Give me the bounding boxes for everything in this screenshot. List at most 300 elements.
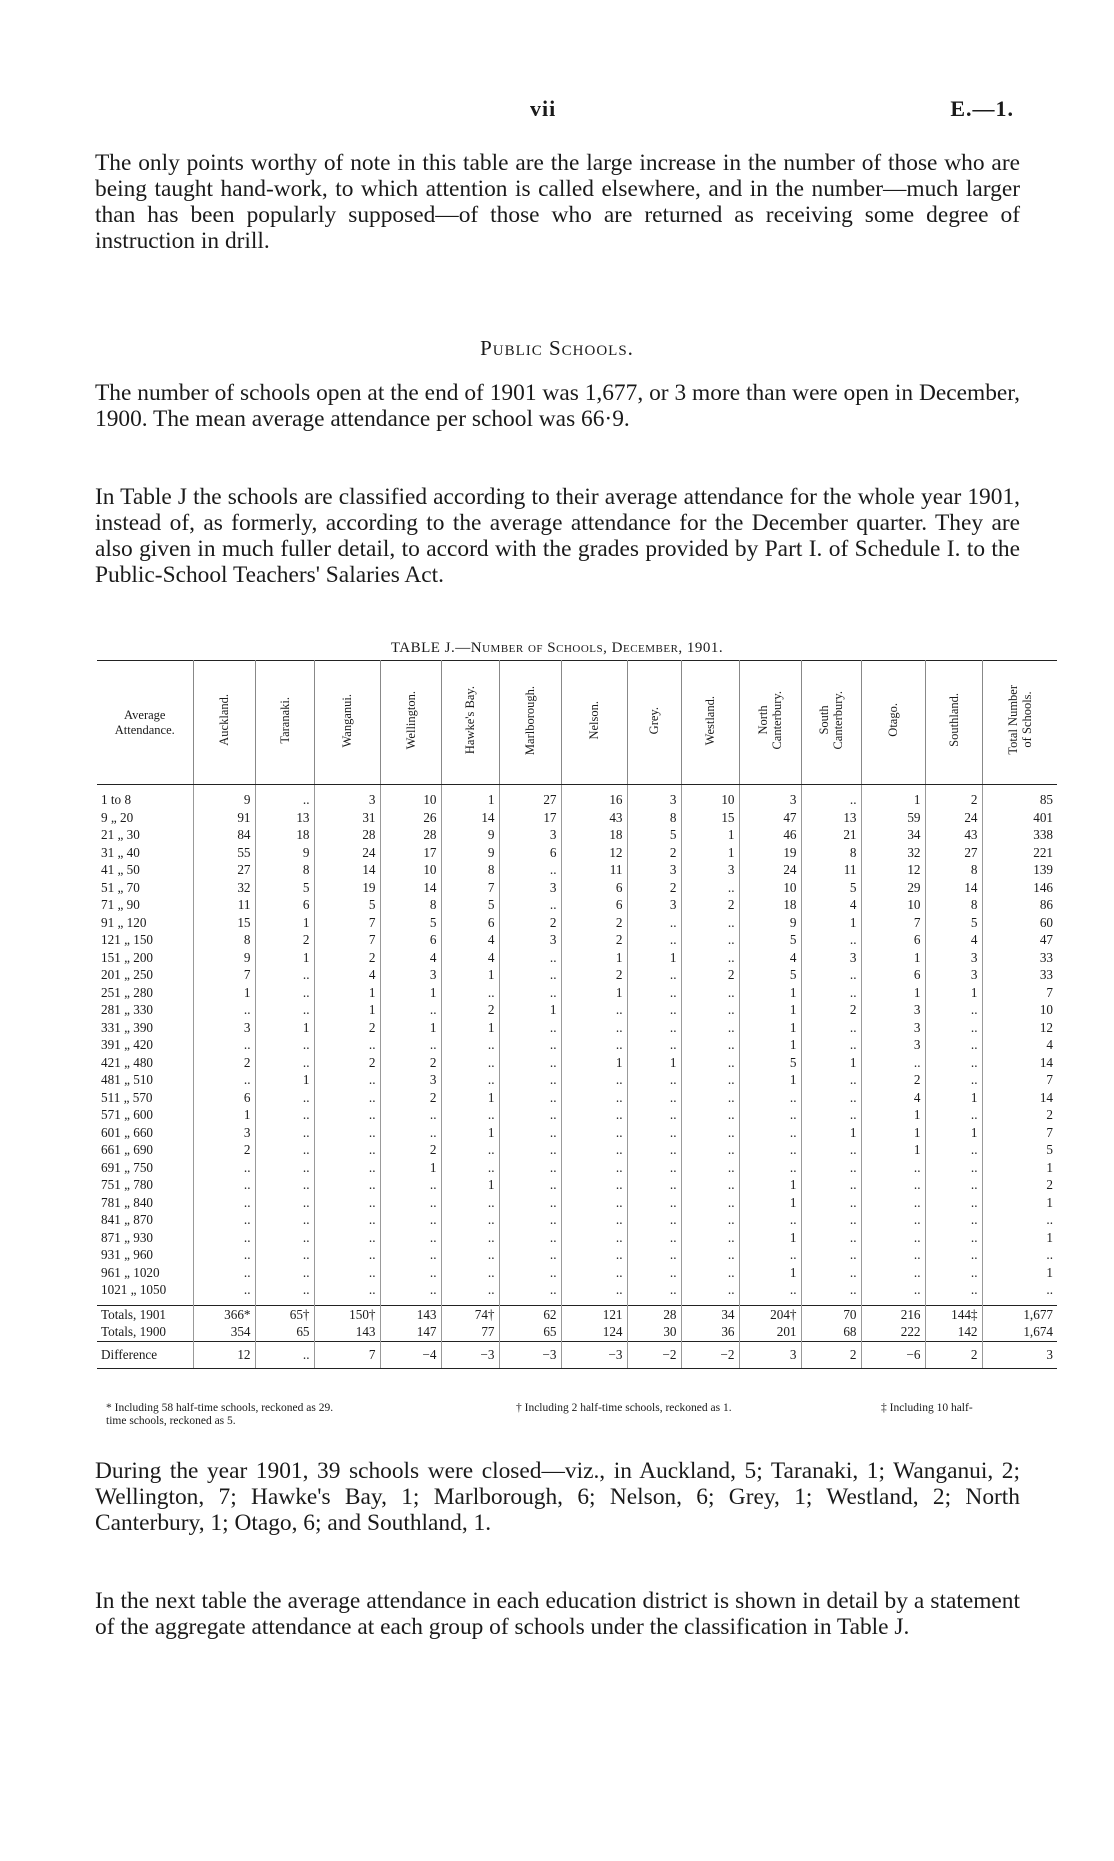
- table-cell: ..: [681, 1264, 739, 1282]
- table-cell: 34: [681, 1305, 739, 1323]
- table-cell: 9: [441, 826, 499, 844]
- table-cell: ..: [314, 1036, 380, 1054]
- table-cell: 2: [1046, 1177, 1053, 1192]
- table-cell: 2: [561, 966, 627, 984]
- table-cell: ..: [441, 1229, 499, 1247]
- table-cell: ..: [255, 984, 314, 1002]
- table-cell: ..: [627, 1176, 681, 1194]
- table-cell: ..: [255, 966, 314, 984]
- table-cell: 3: [739, 785, 801, 809]
- table-cell: 3: [499, 931, 561, 949]
- table-cell: 18: [255, 826, 314, 844]
- table-cell: 3: [861, 1036, 925, 1054]
- header-district-label: Total Number of Schools.: [1005, 685, 1034, 756]
- table-cell: ..: [925, 1176, 982, 1194]
- footnote-ddagger: ‡ Including 10 half-: [881, 1402, 973, 1414]
- table-cell: 14: [441, 809, 499, 827]
- table-cell: 8: [925, 896, 982, 914]
- table-cell: 1: [1046, 1194, 1053, 1210]
- table-cell: ..: [561, 1141, 627, 1159]
- table-cell: 84: [193, 826, 255, 844]
- table-cell: ..: [801, 1211, 861, 1229]
- table-cell: 6: [255, 896, 314, 914]
- table-cell: ..: [314, 1211, 380, 1229]
- table-cell: 124: [561, 1323, 627, 1341]
- table-cell: ..: [861, 1211, 925, 1229]
- row-label: 1 to 8: [97, 785, 193, 809]
- table-cell: ..: [380, 1264, 441, 1282]
- table-cell: ..: [561, 1036, 627, 1054]
- table-cell: ..: [1046, 1282, 1053, 1297]
- table-cell: 1: [801, 1054, 861, 1072]
- table-cell: ..: [380, 1176, 441, 1194]
- table-cell: ..: [255, 1054, 314, 1072]
- table-cell: 1,674: [1023, 1324, 1053, 1339]
- table-cell: ..: [255, 1124, 314, 1142]
- row-label: 21 „ 30: [97, 826, 193, 844]
- table-cell: 4: [739, 949, 801, 967]
- table-cell: 1: [441, 966, 499, 984]
- table-cell: 2: [801, 1001, 861, 1019]
- table-cell: ..: [561, 1159, 627, 1177]
- table-cell: 2: [681, 966, 739, 984]
- table-cell: 1: [861, 785, 925, 809]
- paragraph-closed: During the year 1901, 39 schools were closed—viz., in Auckland, 5; Taranaki, 1; Wanganui, 2; Wellington, 7; Hawke's Bay, 1; Marlborough, 6; Nelson, 6; Grey, 1; Westland, 2; North Canterbury, 1; Otago, 6; and Southland, 1.: [95, 1458, 1020, 1536]
- table-cell: 5: [627, 826, 681, 844]
- schools-table: [97, 660, 1057, 1369]
- table-cell: 28: [627, 1305, 681, 1323]
- table-cell: 1: [561, 949, 627, 967]
- table-cell: 18: [561, 826, 627, 844]
- table-cell: 3: [627, 785, 681, 809]
- header-district: [627, 661, 681, 785]
- table-cell: 19: [739, 844, 801, 862]
- table-cell: 3: [380, 966, 441, 984]
- table-cell: 1: [193, 1106, 255, 1124]
- table-cell: ..: [627, 966, 681, 984]
- table-cell: 7: [861, 914, 925, 932]
- table-cell: ..: [627, 914, 681, 932]
- table-cell: ..: [314, 1071, 380, 1089]
- header-district: [801, 661, 861, 785]
- table-cell: ..: [681, 1281, 739, 1299]
- table-cell: 9: [193, 785, 255, 809]
- table-cell: 3: [925, 966, 982, 984]
- table-cell: 12: [561, 844, 627, 862]
- table-cell: ..: [925, 1211, 982, 1229]
- row-label: 601 „ 660: [97, 1124, 193, 1142]
- row-label: 481 „ 510: [97, 1071, 193, 1089]
- row-label: 691 „ 750: [97, 1159, 193, 1177]
- table-cell: ..: [801, 966, 861, 984]
- table-cell: ..: [801, 1229, 861, 1247]
- table-cell: ..: [627, 1229, 681, 1247]
- paragraph-schools-open: The number of schools open at the end of 1901 was 1,677, or 3 more than were open in December, 1900. The mean average attendance per school was 66·9.: [95, 380, 1020, 432]
- table-cell: 1: [925, 1124, 982, 1142]
- table-cell: ..: [255, 1001, 314, 1019]
- table-cell: ..: [314, 1159, 380, 1177]
- table-cell: 2: [627, 879, 681, 897]
- table-cell: 1: [681, 826, 739, 844]
- table-cell: 60: [1039, 914, 1053, 930]
- table-cell: ..: [561, 1176, 627, 1194]
- table-row: [97, 785, 1057, 809]
- table-cell: ..: [441, 1054, 499, 1072]
- table-cell: 33: [1039, 967, 1053, 982]
- table-cell: 11: [561, 861, 627, 879]
- table-cell: 9: [255, 844, 314, 862]
- table-cell: 33: [1039, 949, 1053, 965]
- table-cell: 1: [193, 984, 255, 1002]
- table-cell: 5: [925, 914, 982, 932]
- table-cell: ..: [561, 1264, 627, 1282]
- table-cell: 47: [739, 809, 801, 827]
- header-district-label: Westland.: [703, 695, 717, 745]
- table-cell: ..: [681, 1141, 739, 1159]
- table-cell: 14: [314, 861, 380, 879]
- table-cell: ..: [561, 1211, 627, 1229]
- table-cell: ..: [193, 1001, 255, 1019]
- table-cell: 43: [561, 809, 627, 827]
- table-cell: 65†: [255, 1305, 314, 1323]
- table-cell: ..: [627, 1071, 681, 1089]
- table-cell: ..: [499, 1246, 561, 1264]
- table-row: [97, 1019, 1057, 1037]
- table-cell: ..: [627, 1001, 681, 1019]
- table-cell: ..: [380, 1106, 441, 1124]
- table-cell: 24: [314, 844, 380, 862]
- table-cell: 1: [739, 1036, 801, 1054]
- table-cell: 18: [739, 896, 801, 914]
- row-label: 201 „ 250: [97, 966, 193, 984]
- table-cell: ..: [1046, 1212, 1053, 1227]
- table-cell: 47: [1039, 932, 1053, 947]
- table-cell: 1: [441, 1124, 499, 1142]
- table-cell: ..: [499, 1159, 561, 1177]
- table-cell: 1: [441, 1176, 499, 1194]
- table-cell: 4: [1046, 1037, 1053, 1052]
- table-cell: ..: [681, 1036, 739, 1054]
- table-cell: ..: [561, 1071, 627, 1089]
- table-cell: 16: [561, 785, 627, 809]
- table-cell: 6: [441, 914, 499, 932]
- table-cell: ..: [499, 949, 561, 967]
- table-cell: ..: [627, 1264, 681, 1282]
- table-cell: 65: [255, 1323, 314, 1341]
- table-cell: 15: [193, 914, 255, 932]
- table-row: [97, 1211, 1057, 1229]
- table-row: [97, 1089, 1057, 1107]
- table-cell: 7: [314, 914, 380, 932]
- table-row: [97, 1229, 1057, 1247]
- table-cell: ..: [739, 1124, 801, 1142]
- table-cell: ..: [255, 1141, 314, 1159]
- table-cell: 29: [861, 879, 925, 897]
- row-label: 751 „ 780: [97, 1176, 193, 1194]
- table-cell: 143: [314, 1323, 380, 1341]
- table-cell: 7: [1046, 1072, 1053, 1087]
- table-cell: ..: [561, 1019, 627, 1037]
- table-cell: 1: [739, 1264, 801, 1282]
- table-cell: 11: [193, 896, 255, 914]
- table-cell: ..: [801, 1264, 861, 1282]
- table-cell: ..: [681, 984, 739, 1002]
- table-cell: 6: [561, 879, 627, 897]
- table-cell: 139: [1033, 862, 1053, 877]
- table-cell: ..: [441, 1211, 499, 1229]
- table-cell: ..: [441, 1194, 499, 1212]
- table-cell: ..: [499, 861, 561, 879]
- table-cell: 68: [801, 1323, 861, 1341]
- table-cell: ..: [255, 1159, 314, 1177]
- table-cell: ..: [193, 1176, 255, 1194]
- table-cell: 2: [380, 1054, 441, 1072]
- table-cell: 3: [861, 1001, 925, 1019]
- table-cell: ..: [193, 1071, 255, 1089]
- table-cell: 3: [801, 949, 861, 967]
- table-cell: 6: [380, 931, 441, 949]
- table-cell: 91: [193, 809, 255, 827]
- table-row: [97, 966, 1057, 984]
- table-cell: ..: [441, 1264, 499, 1282]
- table-cell: 7: [314, 1341, 380, 1368]
- table-cell: 32: [861, 844, 925, 862]
- table-cell: −3: [561, 1341, 627, 1368]
- table-cell: −2: [627, 1341, 681, 1368]
- table-cell: ..: [380, 1211, 441, 1229]
- table-cell: ..: [499, 1141, 561, 1159]
- table-cell: ..: [681, 1124, 739, 1142]
- table-cell: 4: [801, 896, 861, 914]
- row-label: 511 „ 570: [97, 1089, 193, 1107]
- table-cell: 1: [801, 914, 861, 932]
- table-row: [97, 984, 1057, 1002]
- table-cell: 1: [1046, 1229, 1053, 1245]
- header-district-label: Grey.: [647, 706, 661, 734]
- table-cell: ..: [801, 1159, 861, 1177]
- table-cell: 3: [499, 826, 561, 844]
- table-cell: 27: [925, 844, 982, 862]
- table-cell: 5: [739, 966, 801, 984]
- table-cell: ..: [925, 1001, 982, 1019]
- table-cell: ..: [441, 1141, 499, 1159]
- table-cell: ..: [499, 1194, 561, 1212]
- table-cell: ..: [314, 1194, 380, 1212]
- table-title-rest: Number of Schools, December, 1901.: [470, 640, 724, 656]
- table-cell: ..: [255, 1194, 314, 1212]
- table-cell: 8: [801, 844, 861, 862]
- table-cell: ..: [739, 1211, 801, 1229]
- table-cell: ..: [255, 1341, 314, 1368]
- table-cell: 1: [861, 1106, 925, 1124]
- table-cell: ..: [561, 1001, 627, 1019]
- table-cell: ..: [627, 1211, 681, 1229]
- table-cell: ..: [861, 1246, 925, 1264]
- table-cell: ..: [801, 1019, 861, 1037]
- table-cell: 1: [561, 984, 627, 1002]
- table-cell: 3: [193, 1019, 255, 1037]
- table-cell: ..: [739, 1246, 801, 1264]
- table-cell: 4: [314, 966, 380, 984]
- table-cell: 4: [925, 931, 982, 949]
- table-cell: 150†: [314, 1305, 380, 1323]
- table-cell: 1: [861, 984, 925, 1002]
- table-cell: 2: [380, 1089, 441, 1107]
- table-cell: ..: [801, 1141, 861, 1159]
- table-cell: ..: [627, 1089, 681, 1107]
- table-cell: 1: [627, 1054, 681, 1072]
- table-cell: ..: [925, 1159, 982, 1177]
- table-cell: ..: [561, 1281, 627, 1299]
- table-cell: 7: [314, 931, 380, 949]
- table-cell: ..: [255, 1281, 314, 1299]
- table-cell: ..: [499, 896, 561, 914]
- table-cell: 65: [499, 1323, 561, 1341]
- table-cell: 10: [681, 785, 739, 809]
- table-cell: ..: [925, 1229, 982, 1247]
- table-cell: ..: [861, 1054, 925, 1072]
- table-cell: −6: [861, 1341, 925, 1368]
- table-cell: ..: [499, 1264, 561, 1282]
- table-row: [97, 861, 1057, 879]
- header-district-label: South Canterbury.: [817, 690, 845, 750]
- table-cell: ..: [861, 1264, 925, 1282]
- table-cell: 2: [380, 1141, 441, 1159]
- row-label: 1021 „ 1050: [97, 1281, 193, 1299]
- row-label: 151 „ 200: [97, 949, 193, 967]
- table-cell: ..: [1046, 1247, 1053, 1262]
- table-cell: 4: [380, 949, 441, 967]
- table-header-row: [97, 661, 1057, 785]
- table-cell: 3: [681, 861, 739, 879]
- table-cell: ..: [314, 1124, 380, 1142]
- table-cell: ..: [627, 1281, 681, 1299]
- table-cell: 3: [627, 861, 681, 879]
- table-cell: 7: [1046, 984, 1053, 1000]
- table-cell: ..: [681, 879, 739, 897]
- table-cell: 5: [739, 1054, 801, 1072]
- table-cell: ..: [561, 1124, 627, 1142]
- table-cell: ..: [193, 1246, 255, 1264]
- table-row: [97, 1124, 1057, 1142]
- row-label: 251 „ 280: [97, 984, 193, 1002]
- table-cell: 366*: [193, 1305, 255, 1323]
- table-cell: ..: [499, 1229, 561, 1247]
- table-cell: 21: [801, 826, 861, 844]
- table-cell: 2: [925, 1341, 982, 1368]
- table-cell: ..: [861, 1176, 925, 1194]
- table-cell: 5: [441, 896, 499, 914]
- row-label: 781 „ 840: [97, 1194, 193, 1212]
- table-cell: 8: [925, 861, 982, 879]
- header-district-label: Taranaki.: [277, 696, 292, 744]
- header-district: [380, 661, 441, 785]
- header-district: [739, 661, 801, 785]
- table-cell: 2: [1046, 1107, 1053, 1122]
- table-cell: ..: [314, 1106, 380, 1124]
- table-cell: 401: [1033, 809, 1053, 825]
- header-district: [982, 661, 1057, 785]
- table-cell: 2: [193, 1141, 255, 1159]
- table-cell: ..: [627, 931, 681, 949]
- table-cell: 2: [255, 931, 314, 949]
- totals-1901-row: [97, 1305, 1057, 1323]
- header-district: [861, 661, 925, 785]
- table-cell: 1: [1046, 1159, 1053, 1175]
- table-cell: 1: [1046, 1264, 1053, 1280]
- table-cell: ..: [925, 1106, 982, 1124]
- header-district-label: Wanganui.: [340, 693, 354, 747]
- table-row: [97, 1281, 1057, 1299]
- header-district: [561, 661, 627, 785]
- table-cell: 46: [739, 826, 801, 844]
- table-cell: 17: [499, 809, 561, 827]
- table-cell: ..: [255, 785, 314, 809]
- table-cell: 74†: [441, 1305, 499, 1323]
- table-cell: −2: [681, 1341, 739, 1368]
- table-cell: 2: [314, 1019, 380, 1037]
- table-cell: ..: [925, 1246, 982, 1264]
- table-cell: 24: [925, 809, 982, 827]
- table-cell: ..: [925, 1264, 982, 1282]
- table-row: [97, 1001, 1057, 1019]
- table-cell: 28: [314, 826, 380, 844]
- table-cell: ..: [681, 1159, 739, 1177]
- header-district: [193, 661, 255, 785]
- table-cell: ..: [499, 984, 561, 1002]
- table-cell: ..: [681, 914, 739, 932]
- table-cell: 11: [801, 861, 861, 879]
- table-cell: 13: [801, 809, 861, 827]
- header-district: [499, 661, 561, 785]
- table-cell: 2: [499, 914, 561, 932]
- header-district: [925, 661, 982, 785]
- row-label: 961 „ 1020: [97, 1264, 193, 1282]
- table-cell: 147: [380, 1323, 441, 1341]
- header-average-attendance: Average Attendance.: [97, 661, 193, 785]
- table-cell: 1: [925, 1089, 982, 1107]
- header-district-label: Otago.: [886, 703, 900, 738]
- table-cell: ..: [627, 1141, 681, 1159]
- table-cell: ..: [801, 1281, 861, 1299]
- table-cell: 4: [441, 949, 499, 967]
- table-cell: 3: [739, 1341, 801, 1368]
- table-row: [97, 1054, 1057, 1072]
- table-cell: 28: [380, 826, 441, 844]
- table-cell: 6: [861, 966, 925, 984]
- table-cell: ..: [861, 1194, 925, 1212]
- table-cell: 8: [255, 861, 314, 879]
- table-cell: ..: [925, 1281, 982, 1299]
- paragraph-table-j-intro: In Table J the schools are classified according to their average attendance for the whole year 1901, instead of, as formerly, according to the average attendance for the December quarter. They are also given in much fuller detail, to accord with the grades provided by Part I. of Schedule I. to the Public-School Teachers' Salaries Act.: [95, 484, 1020, 588]
- table-row: [97, 896, 1057, 914]
- table-cell: 1: [739, 1176, 801, 1194]
- table-cell: ..: [499, 966, 561, 984]
- table-cell: ..: [499, 1176, 561, 1194]
- table-cell: 17: [380, 844, 441, 862]
- table-cell: 27: [193, 861, 255, 879]
- totals-1900-row: [97, 1323, 1057, 1341]
- table-cell: 3: [380, 1071, 441, 1089]
- section-heading: Public Schools.: [480, 336, 634, 360]
- table-cell: 1: [314, 984, 380, 1002]
- header-district-label: Southland.: [946, 693, 961, 748]
- table-cell: 1: [861, 949, 925, 967]
- header-district: [314, 661, 380, 785]
- table-cell: ..: [314, 1089, 380, 1107]
- table-cell: ..: [681, 931, 739, 949]
- table-cell: 13: [255, 809, 314, 827]
